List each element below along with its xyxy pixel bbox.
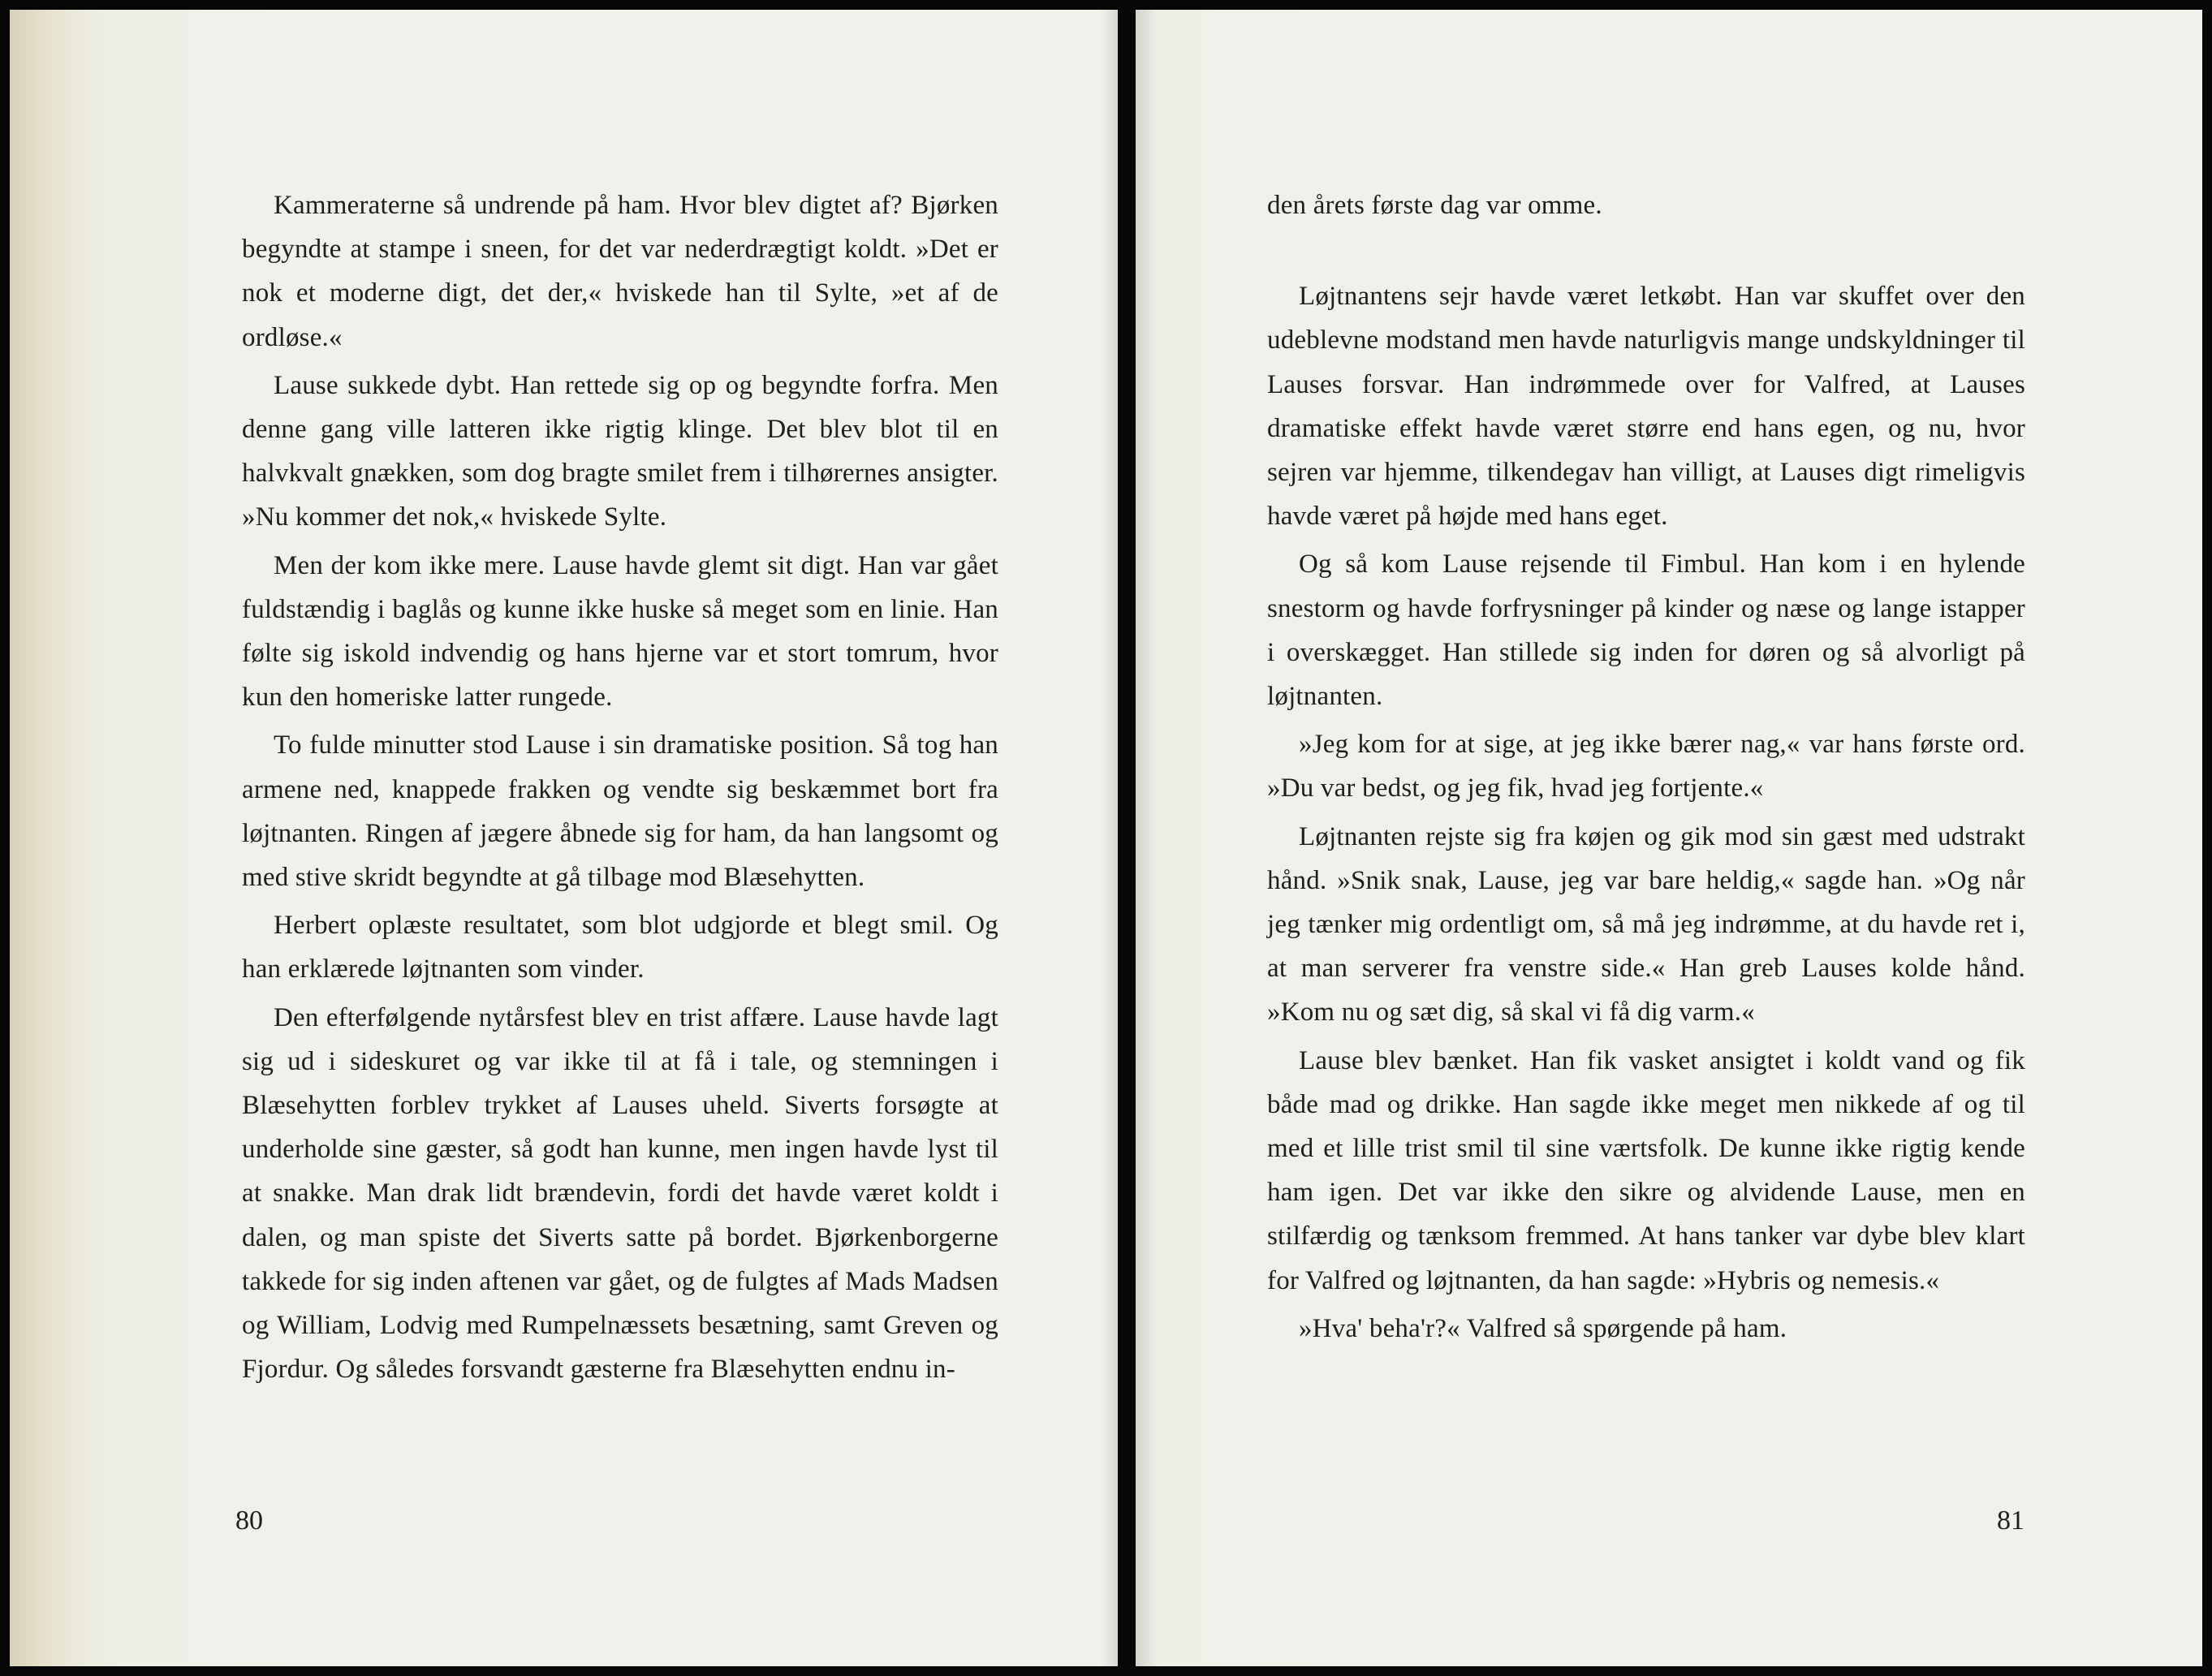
left-paragraph-2: Lause sukkede dybt. Han rettede sig op og begyndte forfra. Men denne gang ville latteren ikke rigtig klinge. Det blev blot til en halvkvalt gnækken, som dog bragte smilet frem i tilhørernes ansigter. »Nu kommer det nok,« hviskede Sylte. — [242, 370, 998, 532]
page-number-right: 81 — [1997, 1506, 2024, 1536]
right-paragraph-7: »Hva' beha'r?« Valfred så spørgende på ham. — [1299, 1313, 1787, 1343]
right-paragraph-4: »Jeg kom for at sige, at jeg ikke bærer nag,« var hans første ord. »Du var bedst, og jeg fik, hvad jeg fortjente.« — [1267, 730, 2025, 804]
right-page — [1136, 10, 2202, 1666]
right-page-text — [1267, 183, 2025, 1351]
left-paragraph-5: Herbert oplæste resultatet, som blot udgjorde et blegt smil. Og han erklærede løjtnanten som vinder. — [242, 911, 998, 984]
left-page — [10, 10, 1118, 1666]
right-paragraph-5: Løjtnanten rejste sig fra køjen og gik mod sin gæst med udstrakt hånd. »Snik snak, Lause, jeg var bare heldig,« sagde han. »Og når jeg tænker mig ordentligt om, så må jeg indrømme, at du havde ret i, at man serverer fra venstre side.« Han greb Lauses kolde hånd. »Kom nu og sæt dig, så skal vi få dig varm.« — [1267, 821, 2025, 1028]
left-paragraph-3: Men der kom ikke mere. Lause havde glemt sit digt. Han var gået fuldstændig i baglås og kunne ikke huske så meget som en linie. Han følte sig iskold indvendig og hans hjerne var et stort tomrum, hvor kun den homeriske latter rungede. — [242, 550, 998, 713]
left-paragraph-1: Kammeraterne så undrende på ham. Hvor blev digtet af? Bjørken begyndte at stampe i sneen, for det var nederdrægtigt koldt. »Det er nok et moderne digt, det der,« hviskede han til Sylte, »et af de ordløse.« — [242, 191, 998, 352]
page-number-left: 80 — [235, 1506, 263, 1536]
right-paragraph-3: Og så kom Lause rejsende til Fimbul. Han kom i en hylende snestorm og havde forfrysninger på kinder og næse og lange istapper i overskægget. Han stillede sig inden for døren og så alvorligt på løjtnanten. — [1267, 549, 2025, 712]
left-paragraph-4: To fulde minutter stod Lause i sin dramatiske position. Så tog han armene ned, knappede frakken og vendte sig beskæmmet bort fra løjtnanten. Ringen af jægere åbnede sig for ham, da han langsomt og med stive skridt begyndte at gå tilbage mod Blæsehytten. — [242, 730, 998, 893]
left-page-text — [242, 183, 998, 1391]
left-paragraph-6: Den efterfølgende nytårsfest blev en trist affære. Lause havde lagt sig ud i sideskuret og var ikke til at få i tale, og stemningen i Blæsehytten forblev trykket af Lauses uheld. Siverts forsøgte at underholde sine gæster, så godt han kunne, men ingen havde lyst til at snakke. Man drak lidt brændevin, fordi det havde været koldt i dalen, og man spiste det Siverts satte på bordet. Bjørkenborgerne takkede for sig inden aftenen var gået, og de fulgtes af Mads Madsen og William, Lodvig med Rumpelnæssets besætning, samt Greven og Fjordur. Og således forsvandt gæsterne fra Blæsehytten endnu in- — [242, 1002, 998, 1385]
right-paragraph-2: Løjtnantens sejr havde været letkøbt. Han var skuffet over den udeblevne modstand men havde naturligvis mange undskyldninger til Lauses forsvar. Han indrømmede over for Valfred, at Lauses dramatiske effekt havde været større end hans egen, og nu, hvor sejren var hjemme, tilkendegav han villigt, at Lauses digt rimeligvis havde været på højde med hans eget. — [1267, 282, 2025, 532]
right-paragraph-1: den årets første dag var omme. — [1267, 191, 1602, 220]
right-paragraph-6: Lause blev bænket. Han fik vasket ansigtet i koldt vand og fik både mad og drikke. Han sagde ikke meget men nikkede af og til med et lille trist smil til sine værtsfolk. De kunne ikke rigtig kende ham igen. Det var ikke den sikre og alvidende Lause, men en stilfærdig og tænksom fremmed. At hans tanker var dybe blev klart for Valfred og løjtnanten, da han sagde: »Hybris og nemesis.« — [1267, 1045, 2025, 1295]
